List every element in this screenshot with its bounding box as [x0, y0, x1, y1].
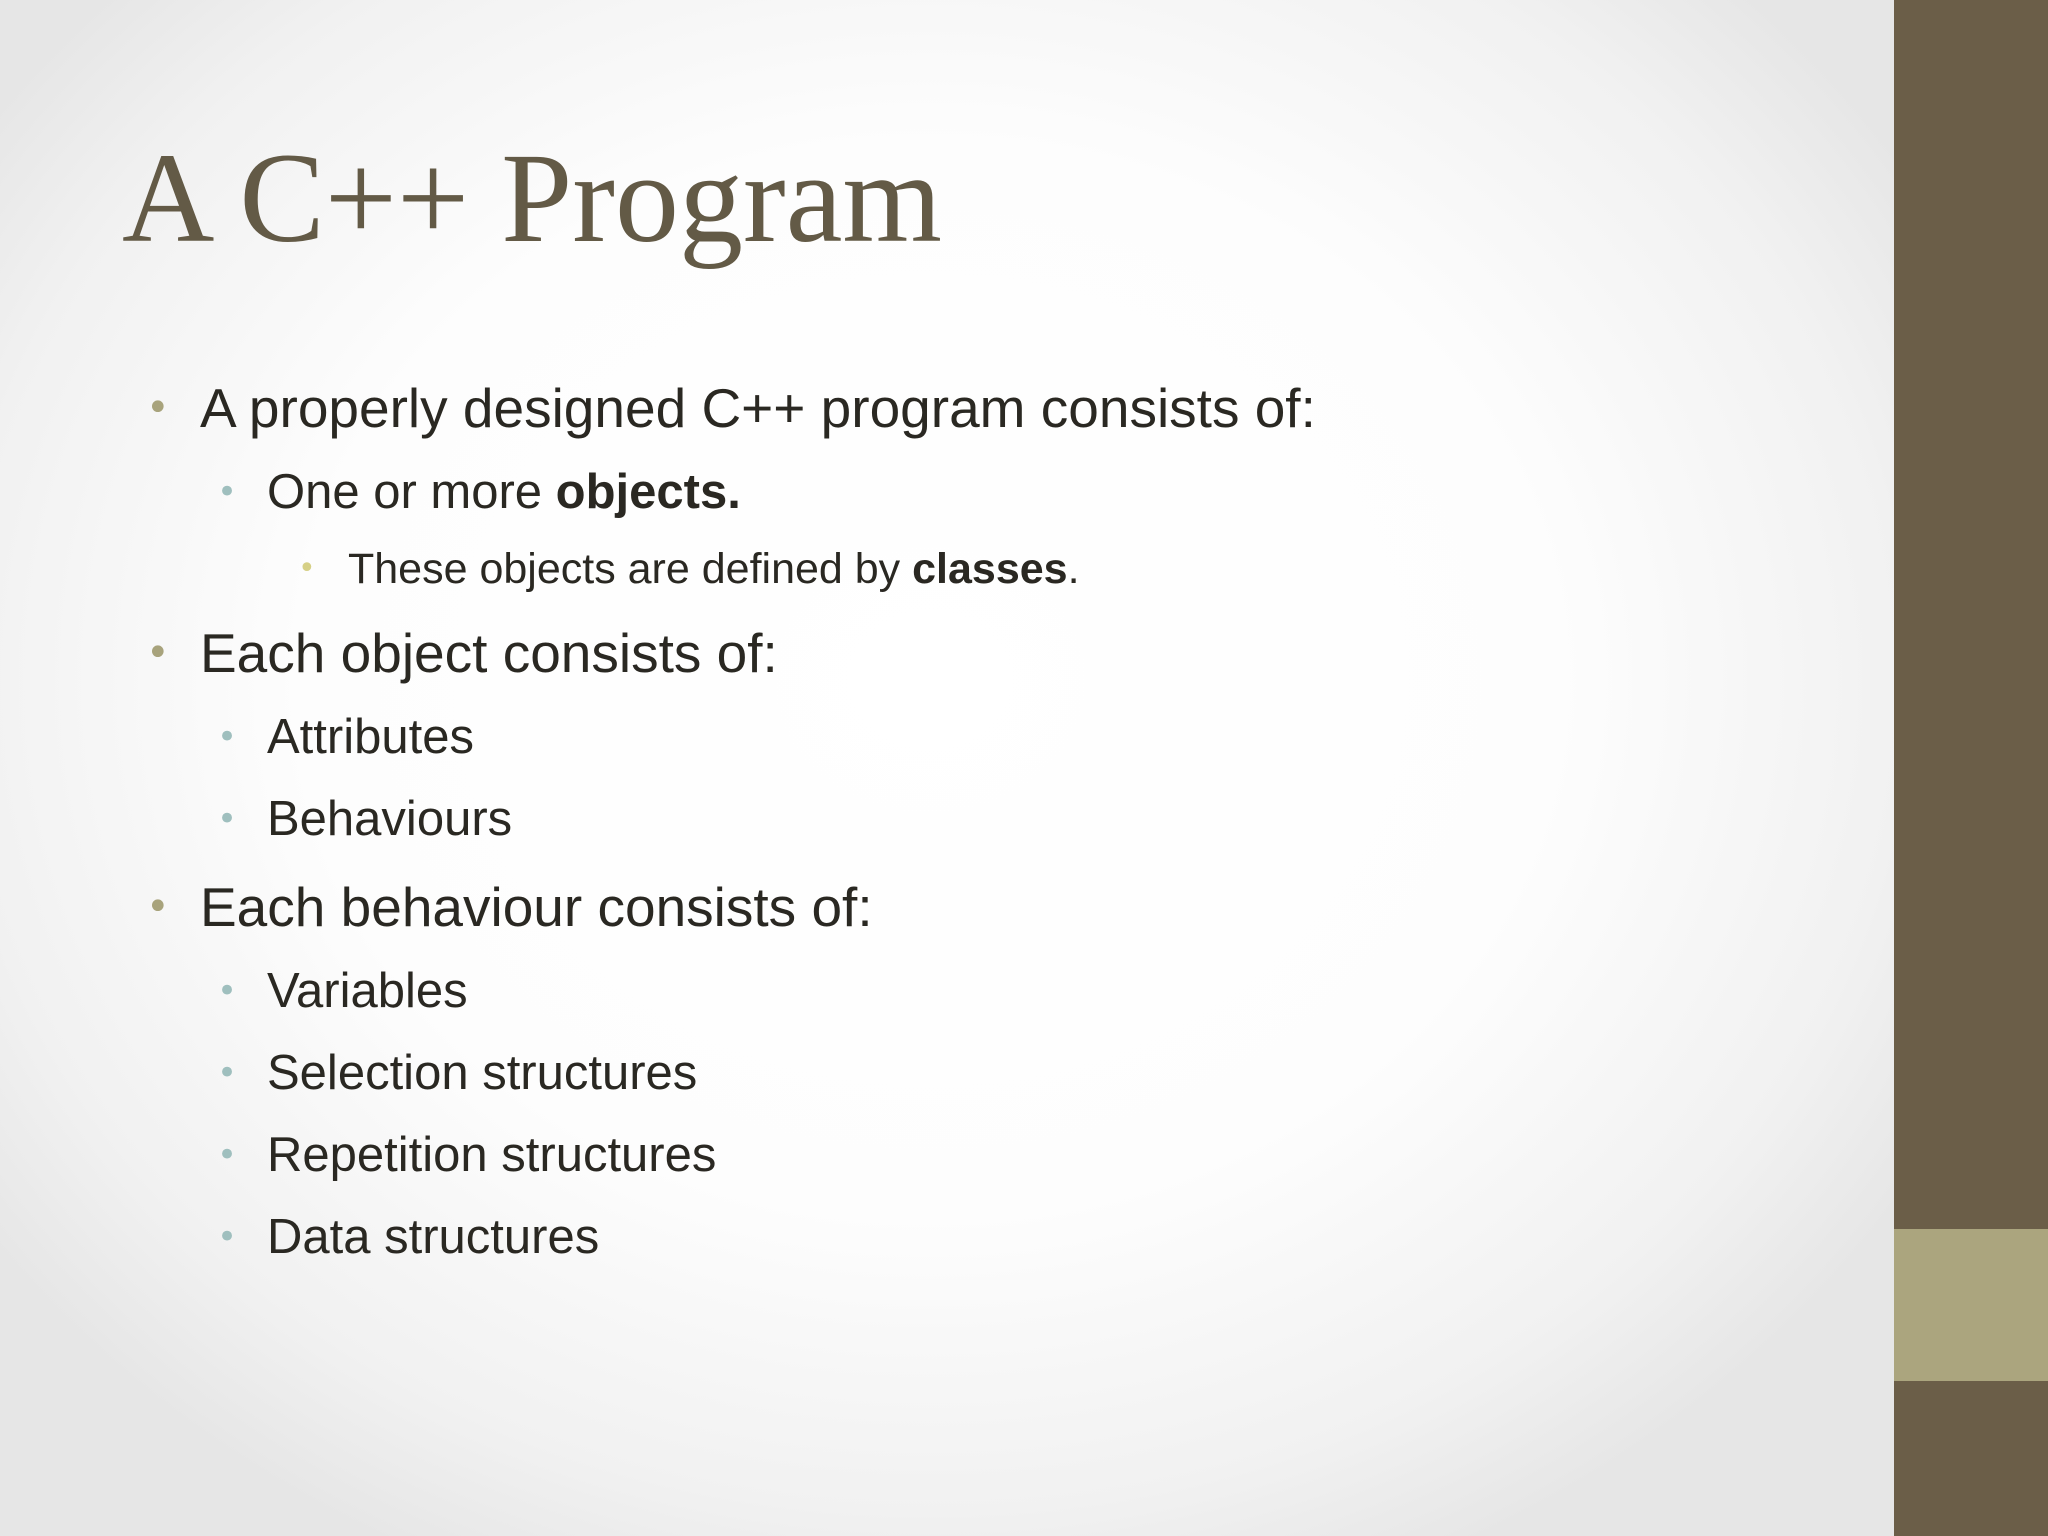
bullet-item-repetition: [217, 1123, 717, 1187]
bullet-item-object: [146, 617, 778, 689]
bullet-item-behaviour: [146, 871, 873, 943]
bullet-dot-icon: •: [298, 551, 316, 586]
bullet-item-behaviours: [217, 787, 513, 851]
bullet-text-bold: objects.: [555, 465, 741, 519]
bullet-text: These objects are defined by: [348, 545, 913, 593]
bullet-dot-icon: •: [217, 1217, 238, 1257]
side-decoration-accent: [1894, 1229, 2048, 1381]
bullet-dot-icon: •: [217, 799, 238, 839]
bullet-text-end: .: [1067, 545, 1080, 593]
slide-title: A C++ Program: [122, 127, 942, 269]
bullet-text: Attributes: [267, 710, 474, 764]
bullet-dot-icon: •: [217, 472, 238, 512]
bullet-dot-icon: •: [146, 884, 170, 930]
bullet-dot-icon: •: [217, 1053, 238, 1093]
bullet-dot-icon: •: [217, 1135, 238, 1175]
bullet-text: Data structures: [267, 1210, 600, 1264]
bullet-text: Repetition structures: [267, 1128, 717, 1182]
bullet-text: A properly designed C++ program consists of:: [200, 377, 1316, 439]
bullet-text: Selection structures: [267, 1046, 698, 1100]
bullet-text-bold: classes: [912, 545, 1068, 593]
bullet-dot-icon: •: [217, 971, 238, 1011]
bullet-item-classes: [298, 541, 1080, 597]
bullet-item-program: [146, 372, 1316, 444]
bullet-text: One or more: [267, 465, 556, 519]
bullet-text: Each behaviour consists of:: [200, 876, 873, 938]
bullet-dot-icon: •: [146, 385, 170, 431]
bullet-dot-icon: •: [146, 630, 170, 676]
bullet-item-objects: [217, 460, 741, 524]
bullet-item-attributes: [217, 705, 474, 769]
bullet-text: Each object consists of:: [200, 622, 778, 684]
bullet-text: Variables: [267, 964, 468, 1018]
bullet-item-variables: [217, 959, 468, 1023]
bullet-item-selection: [217, 1041, 698, 1105]
bullet-text: Behaviours: [267, 792, 513, 846]
bullet-item-data-structures: [217, 1205, 600, 1269]
bullet-dot-icon: •: [217, 717, 238, 757]
